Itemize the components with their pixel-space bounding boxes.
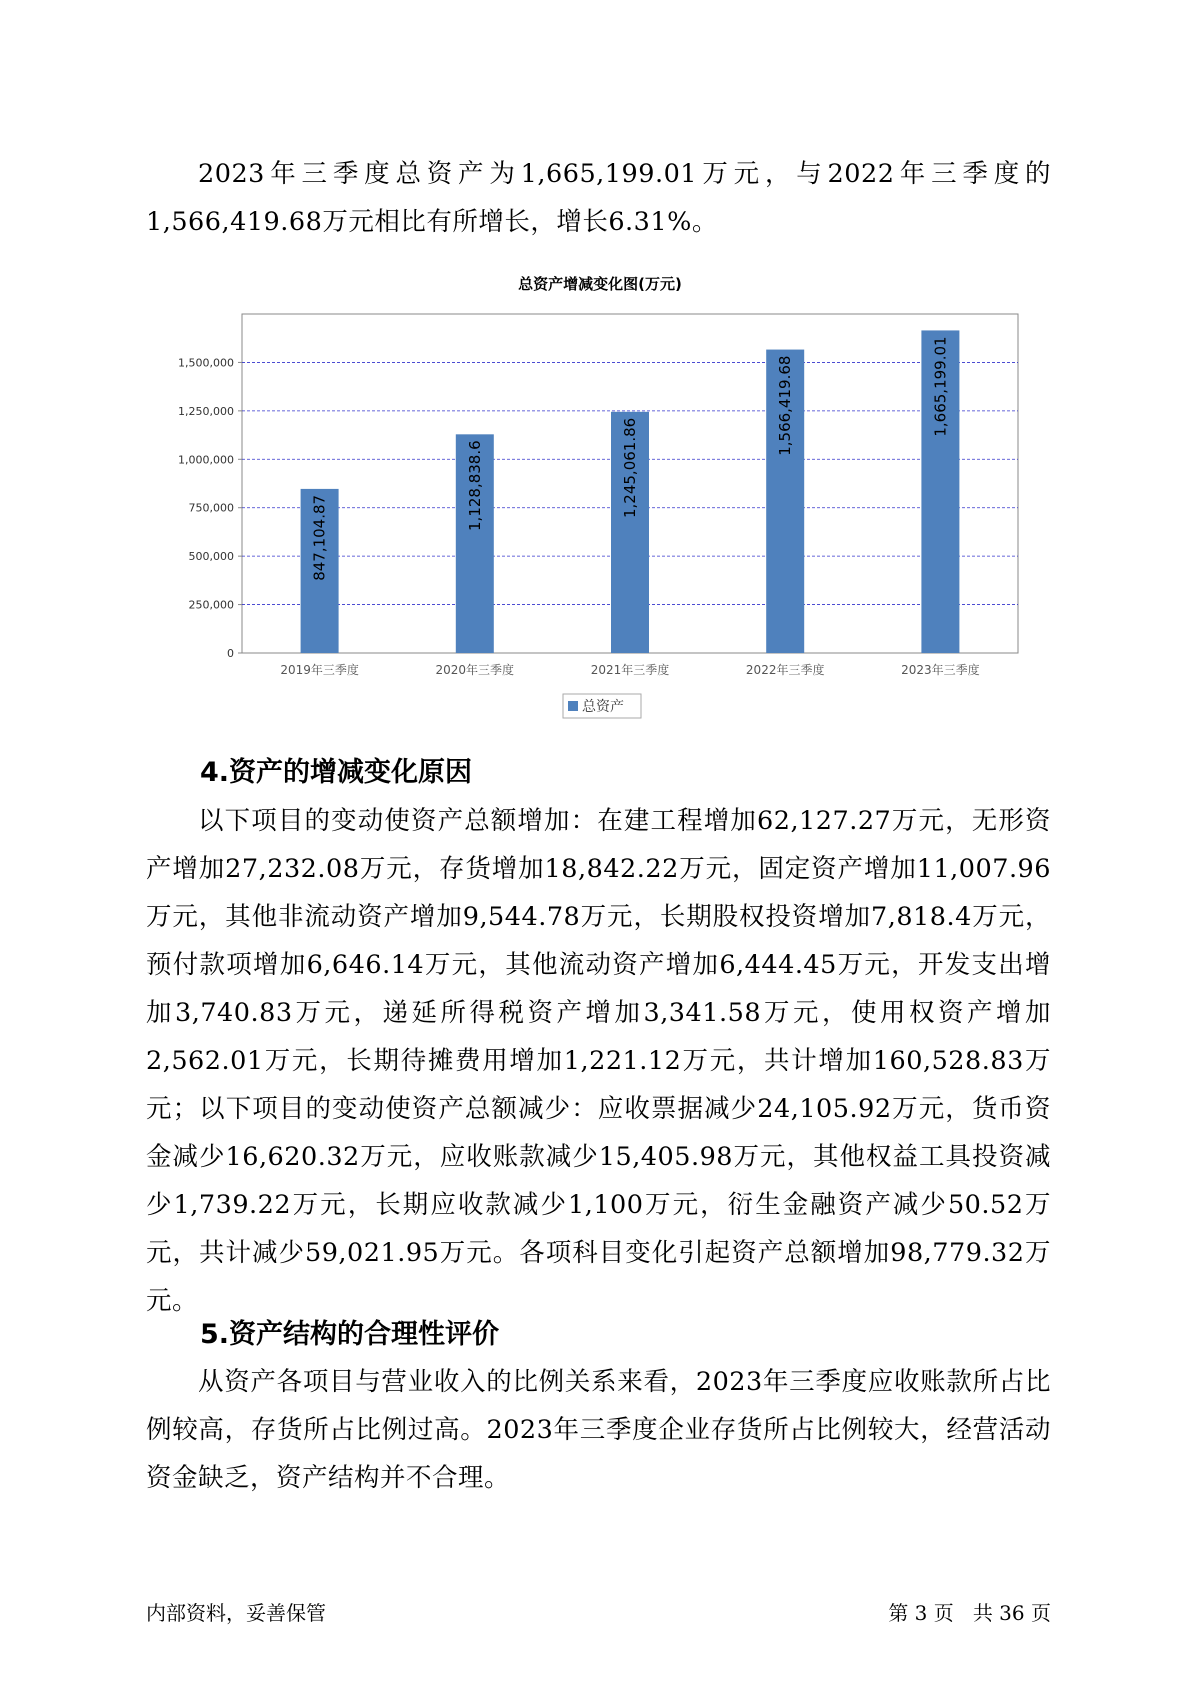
section-4-heading: 4.资产的增减变化原因 (200, 757, 473, 788)
legend-swatch (568, 701, 578, 711)
footer-page-number: 第 3 页 共 36 页 (888, 1601, 1051, 1625)
bar-data-label: 1,665,199.01 (931, 336, 950, 437)
x-tick-label: 2022年三季度 (745, 663, 825, 677)
x-axis-ticks (280, 662, 979, 677)
legend (563, 694, 641, 718)
x-tick-label: 2021年三季度 (590, 663, 670, 677)
legend-label: 总资产 (582, 699, 624, 715)
x-tick-label: 2023年三季度 (901, 663, 980, 677)
y-tick-label: 250,000 (188, 598, 234, 612)
x-tick-label: 2019年三季度 (280, 663, 359, 677)
y-tick-label: 0 (227, 647, 234, 660)
section-5-heading: 5.资产结构的合理性评价 (200, 1319, 500, 1350)
y-tick-label: 1,250,000 (178, 404, 234, 418)
bar-data-label: 1,128,838.6 (465, 440, 484, 531)
section-4-body: 以下项目的变动使资产总额增加：在建工程增加62,127.27万元，无形资产增加27,232.08万元，存货增加18,842.22万元，固定资产增加11,007.96万元，其他非流动资产增加9,544.78万元，长期股权投资增加7,818.4万元，预付款项增加6,646.14万元，其他流动资产增加6,444.45万元，开发支出增加3,740.83万元，递延所得税资产增加3,341.58万元，使用权资产增加2,562.01万元，长期待摊费用增加1,221.12万元，共计增加160,528.83万元；以下项目的变动使资产总额减少：应收票据减少24,105.92万元，货币资金减少16,620.32万元，应收账款减少15,405.98万元，其他权益工具投资减少1,739.22万元，长期应收款减少1,100万元，衍生金融资产减少50.52万元，共计减少59,021.95万元。各项科目变化引起资产总额增加98,779.32万元。 (146, 806, 1051, 1316)
y-tick-label: 1,500,000 (178, 356, 234, 370)
chart-title: 总资产增减变化图(万元) (518, 275, 682, 293)
total-assets-chart (146, 262, 1046, 722)
section-5-body: 从资产各项目与营业收入的比例关系来看，2023年三季度应收账款所占比例较高，存货所占比例过高。2023年三季度企业存货所占比例较大，经营活动资金缺乏，资产结构并不合理。 (146, 1367, 1051, 1493)
y-axis-ticks (178, 356, 242, 660)
x-tick-label: 2020年三季度 (435, 663, 515, 677)
y-tick-label: 750,000 (188, 501, 234, 515)
footer-confidential-note: 内部资料，妥善保管 (146, 1601, 326, 1625)
y-tick-label: 1,000,000 (178, 453, 234, 467)
bar-data-label: 847,104.87 (310, 494, 329, 581)
bar-data-label: 1,566,419.68 (776, 355, 795, 456)
y-tick-label: 500,000 (188, 550, 234, 564)
bar-data-label: 1,245,061.86 (621, 417, 639, 519)
paragraph-total-assets: 2023年三季度总资产为1,665,199.01万元，与2022年三季度的1,566,419.68万元相比有所增长，增长6.31%。 (146, 159, 1051, 237)
